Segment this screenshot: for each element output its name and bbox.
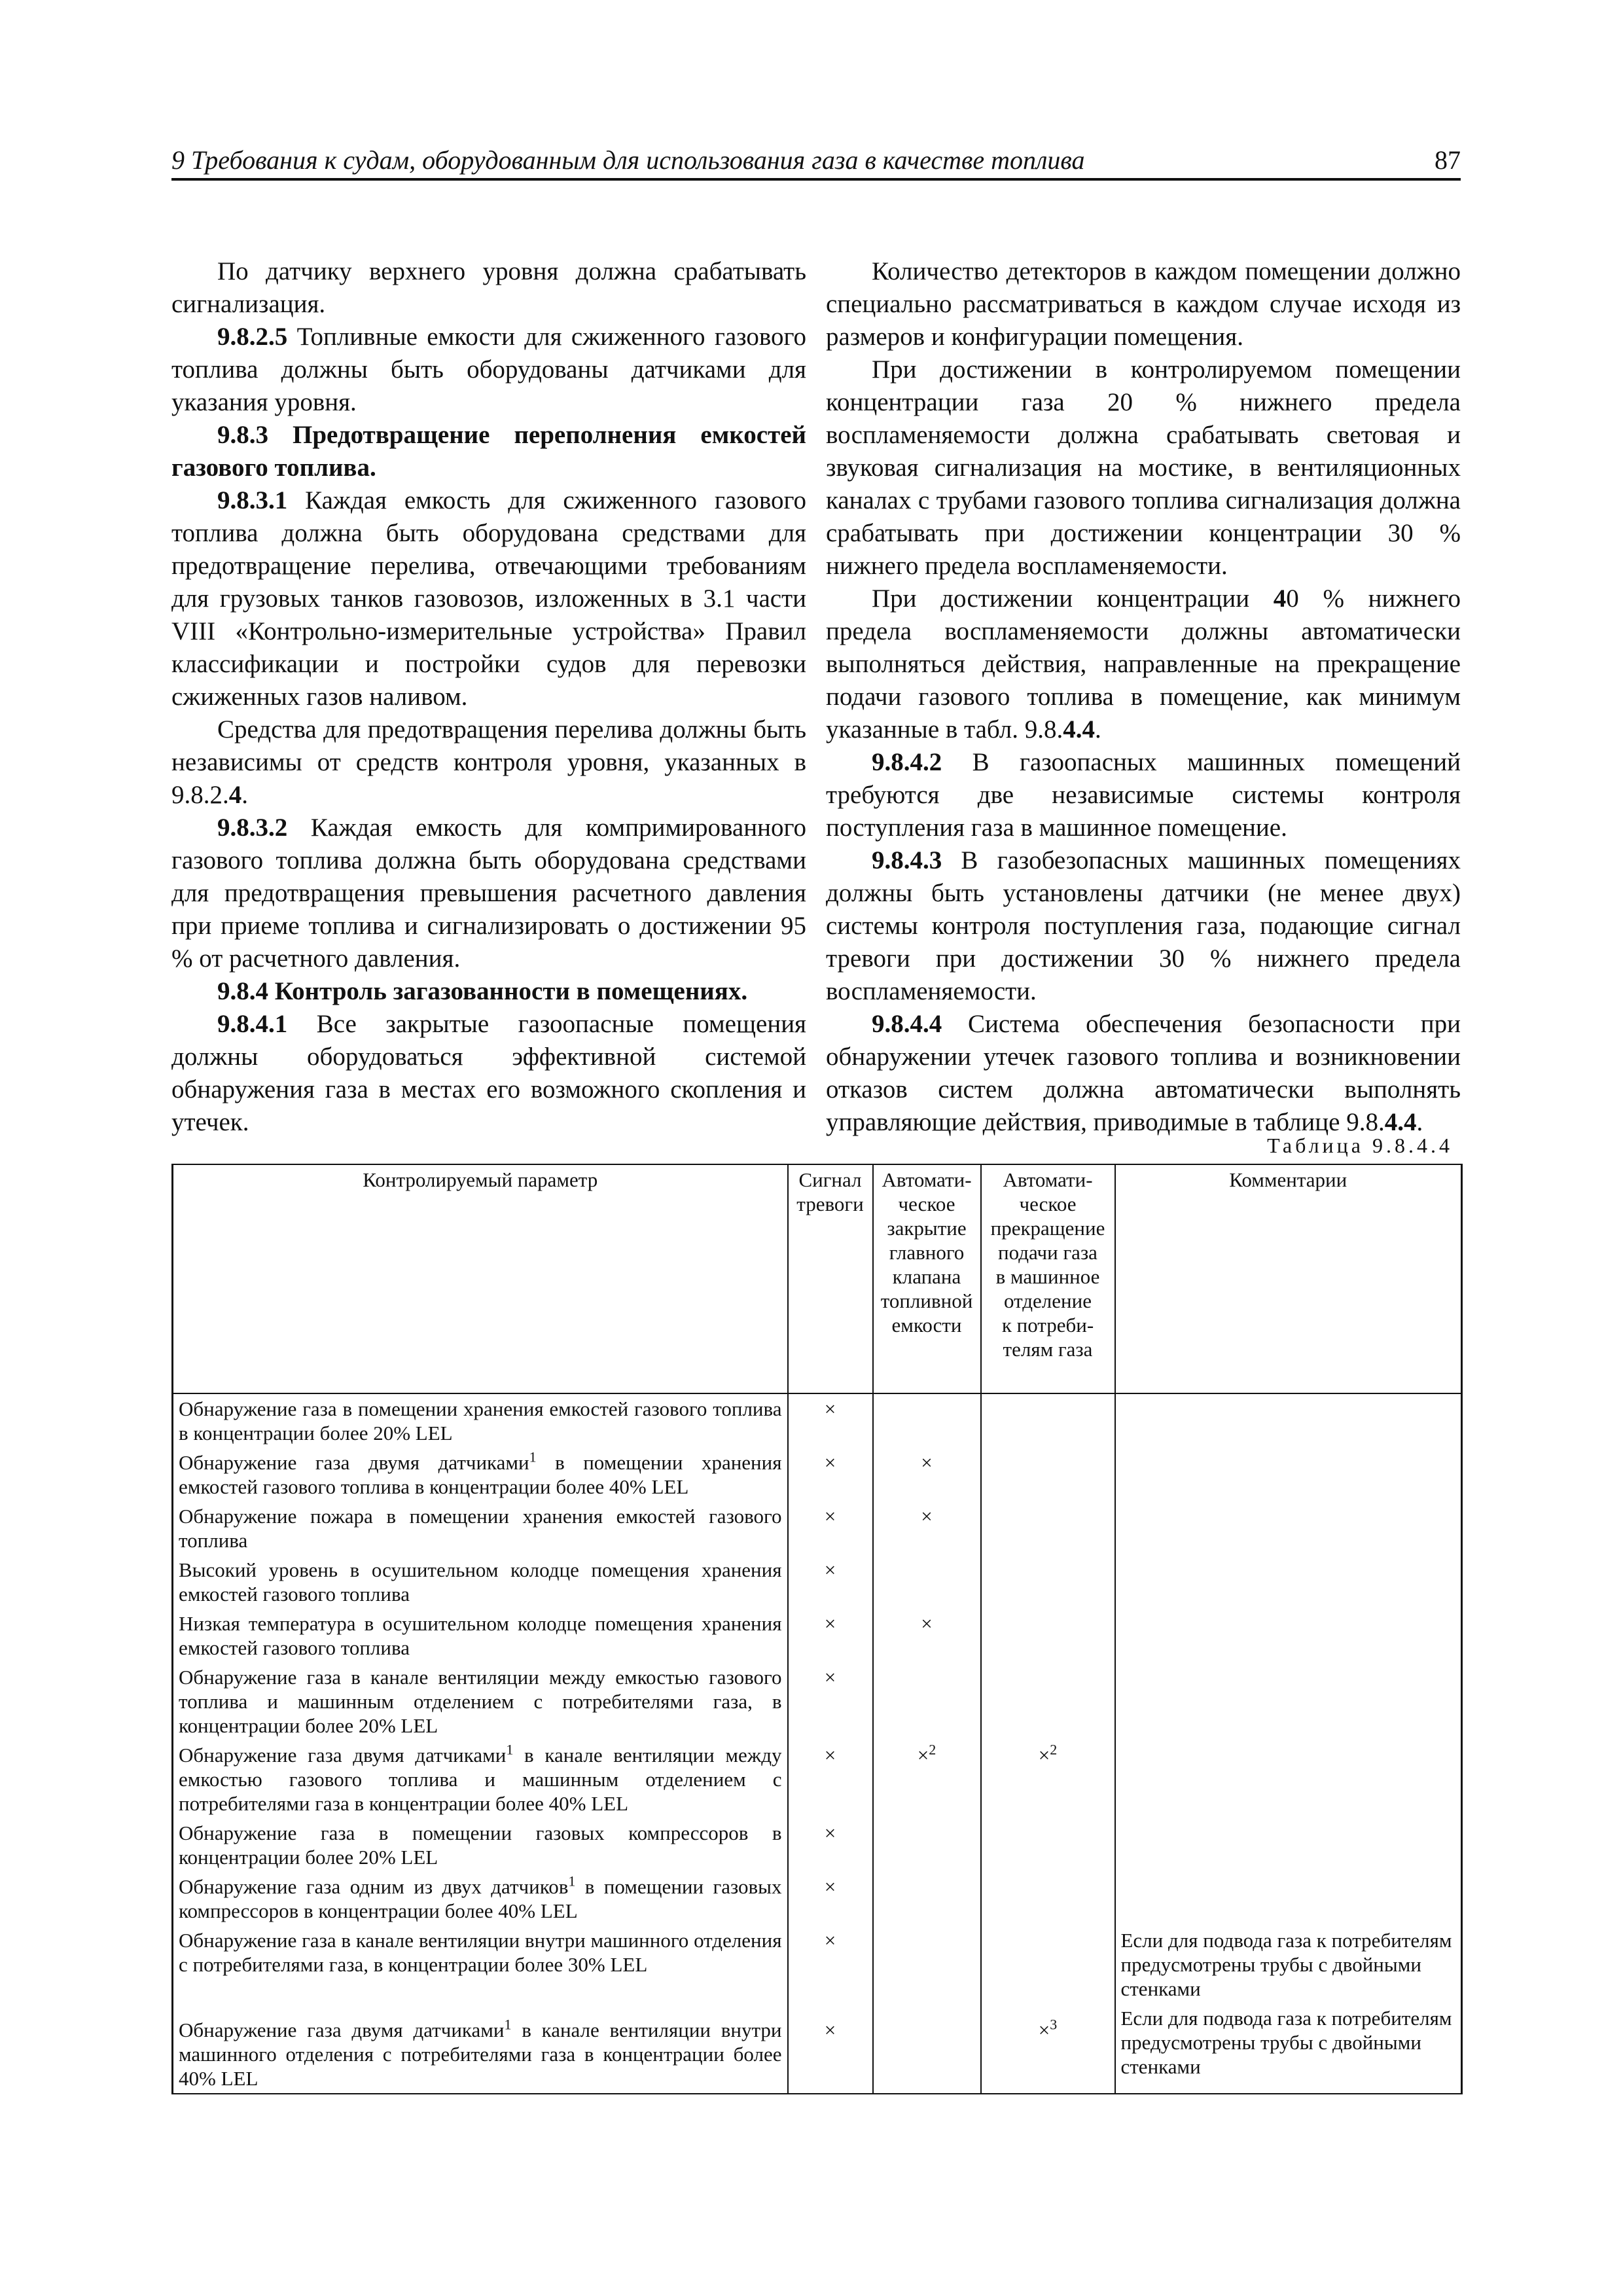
paragraph: По датчику верхнего уровня должна срабатывать сигнализация. bbox=[171, 257, 806, 318]
stop-mark-cell: ×$^3$ bbox=[981, 2003, 1115, 2094]
footnote-ref: 1 bbox=[568, 1873, 576, 1890]
header-gas-stop bbox=[981, 1164, 1115, 1393]
close-mark-cell bbox=[873, 1926, 981, 2003]
alarm-mark-cell: × bbox=[788, 1448, 873, 1501]
header-valve-close bbox=[873, 1164, 981, 1393]
close-mark-cell: × bbox=[873, 1501, 981, 1555]
stop-mark-cell bbox=[981, 1818, 1115, 1872]
alarm-mark-cell: × bbox=[788, 1501, 873, 1555]
paragraph: При достижении в контролируемом помещении концентрации газа 20 % нижнего предела воспламеняемости должна срабатывать световая и звуковая сигнализация на мостике, в вентиляционных каналах с трубами газового топлива сигнализация должна срабатывать при достижении концентрации 30 % нижнего предела воспламеняемости. bbox=[826, 355, 1461, 580]
footnote-ref: 2 bbox=[1050, 1741, 1058, 1758]
clause-number: 9.8.3.2 bbox=[217, 814, 288, 842]
header-line: телям газа bbox=[1003, 1338, 1093, 1361]
right-text-column bbox=[826, 255, 1461, 1139]
close-mark-cell bbox=[873, 1818, 981, 1872]
section-heading: 9.8.4 Контроль загазованности в помещениях. bbox=[217, 977, 748, 1005]
footnote-ref: 1 bbox=[504, 2016, 512, 2033]
alarm-mark-cell: × bbox=[788, 1609, 873, 1662]
stop-mark-cell bbox=[981, 1926, 1115, 2003]
paragraph: 9.8.3.2 Каждая емкость для компримированного газового топлива должна быть оборудована средствами для предотвращения превышения расчетного давления при приеме топлива и сигнализировать о достижении 95 % от расчетного давления. bbox=[171, 814, 806, 973]
table-row bbox=[173, 1740, 1462, 1818]
alarm-mark-cell: × bbox=[788, 1926, 873, 2003]
clause-number: 9.8.4.3 bbox=[872, 846, 942, 874]
clause-number: 9.8.3.1 bbox=[217, 486, 288, 514]
header-line: тревоги bbox=[796, 1193, 864, 1215]
table-row bbox=[173, 2003, 1462, 2094]
footnote-ref: 3 bbox=[1050, 2016, 1058, 2033]
parameter-cell: Обнаружение газа двумя датчиками$^1$ в канале вентиляции между емкостью газового топлива и машинным отделением с потребителями газа в концентрации более 40% LEL bbox=[173, 1740, 788, 1818]
left-text-column bbox=[171, 255, 806, 1139]
paragraph: 9.8.4.3 В газобезопасных машинных помещениях должны быть установлены датчики (не менее двух) системы контроля поступления газа, подающие сигнал тревоги при достижении 30 % нижнего предела воспламеняемости. bbox=[826, 846, 1461, 1005]
header-comments bbox=[1115, 1164, 1462, 1393]
gas-detection-table bbox=[171, 1164, 1463, 2094]
table-row bbox=[173, 1818, 1462, 1872]
parameter-cell: Обнаружение газа в канале вентиляции внутри машинного отделения с потребителями газа, в концентрации более 30% LEL bbox=[173, 1926, 788, 2003]
paragraph: 9.8.4.2 В газоопасных машинных помещений требуются две независимые системы контроля поступления газа в машинное помещение. bbox=[826, 748, 1461, 842]
header-line: Автомати- bbox=[882, 1168, 972, 1191]
table-header-row bbox=[173, 1164, 1462, 1393]
page-number: 87 bbox=[1435, 145, 1461, 175]
comment-cell bbox=[1115, 1609, 1462, 1662]
comment-cell: Если для подвода газа к потребителям предусмотрены трубы с двойными стенками bbox=[1115, 2003, 1462, 2094]
clause-number: 9.8.4.4 bbox=[872, 1010, 942, 1038]
comment-cell bbox=[1115, 1818, 1462, 1872]
header-line: отделение bbox=[1004, 1289, 1092, 1312]
header-line: Комментарии bbox=[1229, 1168, 1347, 1191]
paragraph: 9.8.4.1 Все закрытые газоопасные помещения должны оборудоваться эффективной системой обнаружения газа в местах его возможного скопления и утечек. bbox=[171, 1010, 806, 1136]
comment-cell bbox=[1115, 1501, 1462, 1555]
stop-mark-cell bbox=[981, 1662, 1115, 1740]
paragraph: 9.8.4.4 Система обеспечения безопасности при обнаружении утечек газового топлива и возникновении отказов систем должна автоматически выполнять управляющие действия, приводимые в таблице 9.8.4.4. bbox=[826, 1010, 1461, 1136]
parameter-cell: Обнаружение пожара в помещении хранения емкостей газового топлива bbox=[173, 1501, 788, 1555]
footnote-ref: 2 bbox=[929, 1741, 936, 1758]
comment-cell bbox=[1115, 1555, 1462, 1609]
stop-mark-cell bbox=[981, 1555, 1115, 1609]
table-caption: Таблица 9.8.4.4 bbox=[1267, 1134, 1453, 1157]
stop-mark-cell bbox=[981, 1448, 1115, 1501]
header-line: Контролируемый параметр bbox=[363, 1168, 598, 1191]
header-line: ческое bbox=[898, 1193, 955, 1215]
header-line: топливной bbox=[880, 1289, 973, 1312]
table-row bbox=[173, 1609, 1462, 1662]
table-row bbox=[173, 1393, 1462, 1448]
paragraph: 9.8.3.1 Каждая емкость для сжиженного газового топлива должна быть оборудована средствами для предотвращение перелива, отвечающими требованиям для грузовых танков газовозов, изложенных в 3.1 части VIII «Контрольно-измерительные устройства» Правил классификации и постройки судов для перевозки сжиженных газов наливом. bbox=[171, 486, 806, 711]
parameter-cell: Высокий уровень в осушительном колодце помещения хранения емкостей газового топлива bbox=[173, 1555, 788, 1609]
close-mark-cell: × bbox=[873, 1448, 981, 1501]
header-line: к потреби- bbox=[1001, 1314, 1094, 1336]
comment-cell: Если для подвода газа к потребителям предусмотрены трубы с двойными стенками bbox=[1115, 1926, 1462, 2003]
clause-number: 9.8.2.5 bbox=[217, 323, 288, 351]
alarm-mark-cell: × bbox=[788, 1872, 873, 1926]
alarm-mark-cell: × bbox=[788, 1555, 873, 1609]
stop-mark-cell bbox=[981, 1609, 1115, 1662]
paragraph: Количество детекторов в каждом помещении должно специально рассматриваться в каждом случае исходя из размеров и конфигурации помещения. bbox=[826, 257, 1461, 351]
parameter-cell: Низкая температура в осушительном колодце помещения хранения емкостей газового топлива bbox=[173, 1609, 788, 1662]
header-line: Автомати- bbox=[1003, 1168, 1093, 1191]
table-row bbox=[173, 1662, 1462, 1740]
close-mark-cell: × bbox=[873, 1609, 981, 1662]
comment-cell bbox=[1115, 1872, 1462, 1926]
table-body bbox=[173, 1393, 1462, 2094]
clause-number: 9.8.4.2 bbox=[872, 748, 942, 776]
stop-mark-cell bbox=[981, 1501, 1115, 1555]
alarm-mark-cell: × bbox=[788, 1740, 873, 1818]
header-line: Сигнал bbox=[798, 1168, 862, 1191]
paragraph: При достижении концентрации 40 % нижнего предела воспламеняемости должны автоматически выполняться действия, направленные на прекращение подачи газового топлива в помещение, как минимум указанные в табл. 9.8.4.4. bbox=[826, 584, 1461, 744]
header-parameter bbox=[173, 1164, 788, 1393]
paragraph: Средства для предотвращения перелива должны быть независимы от средств контроля уровня, указанных в 9.8.2.4. bbox=[171, 715, 806, 809]
close-mark-cell bbox=[873, 1393, 981, 1448]
header-alarm bbox=[788, 1164, 873, 1393]
page-header bbox=[171, 144, 1461, 181]
parameter-cell: Обнаружение газа в помещении хранения емкостей газового топлива в концентрации более 20% LEL bbox=[173, 1393, 788, 1448]
close-mark-cell bbox=[873, 1662, 981, 1740]
table-row bbox=[173, 1872, 1462, 1926]
parameter-cell: Обнаружение газа двумя датчиками$^1$ в помещении хранения емкостей газового топлива в концентрации более 40% LEL bbox=[173, 1448, 788, 1501]
section-heading: 9.8.3 Предотвращение переполнения емкостей газового топлива. bbox=[171, 421, 806, 482]
stop-mark-cell bbox=[981, 1872, 1115, 1926]
close-mark-cell: ×$^2$ bbox=[873, 1740, 981, 1818]
alarm-mark-cell: × bbox=[788, 1393, 873, 1448]
header-line: емкости bbox=[891, 1314, 962, 1336]
parameter-cell: Обнаружение газа одним из двух датчиков$^1$ в помещении газовых компрессоров в концентрации более 40% LEL bbox=[173, 1872, 788, 1926]
table-row bbox=[173, 1448, 1462, 1501]
stop-mark-cell: ×$^2$ bbox=[981, 1740, 1115, 1818]
alarm-mark-cell: × bbox=[788, 1662, 873, 1740]
close-mark-cell bbox=[873, 1872, 981, 1926]
header-line: подачи газа bbox=[998, 1241, 1097, 1264]
clause-number: 9.8.4.1 bbox=[217, 1010, 288, 1038]
table-row bbox=[173, 1501, 1462, 1555]
header-line: ческое bbox=[1019, 1193, 1077, 1215]
header-line: прекращение bbox=[990, 1217, 1105, 1240]
close-mark-cell bbox=[873, 1555, 981, 1609]
table-row bbox=[173, 1555, 1462, 1609]
header-line: клапана bbox=[892, 1265, 961, 1288]
running-title: 9 Требования к судам, оборудованным для использования газа в качестве топлива bbox=[171, 145, 1085, 175]
comment-cell bbox=[1115, 1740, 1462, 1818]
comment-cell bbox=[1115, 1448, 1462, 1501]
footnote-ref: 1 bbox=[506, 1741, 514, 1758]
stop-mark-cell bbox=[981, 1393, 1115, 1448]
alarm-mark-cell: × bbox=[788, 1818, 873, 1872]
header-line: главного bbox=[889, 1241, 965, 1264]
header-line: закрытие bbox=[887, 1217, 967, 1240]
table-row bbox=[173, 1926, 1462, 2003]
parameter-cell: Обнаружение газа двумя датчиками$^1$ в канале вентиляции внутри машинного отделения с потребителями газа в концентрации более 40% LEL bbox=[173, 2003, 788, 2094]
parameter-cell: Обнаружение газа в помещении газовых компрессоров в концентрации более 20% LEL bbox=[173, 1818, 788, 1872]
alarm-mark-cell: × bbox=[788, 2003, 873, 2094]
close-mark-cell bbox=[873, 2003, 981, 2094]
paragraph: 9.8.2.5 Топливные емкости для сжиженного газового топлива должны быть оборудованы датчиками для указания уровня. bbox=[171, 323, 806, 416]
footnote-ref: 1 bbox=[529, 1448, 537, 1465]
comment-cell bbox=[1115, 1662, 1462, 1740]
parameter-cell: Обнаружение газа в канале вентиляции между емкостью газового топлива и машинным отделением с потребителями газа, в концентрации более 20% LEL bbox=[173, 1662, 788, 1740]
header-line: в машинное bbox=[995, 1265, 1100, 1288]
comment-cell bbox=[1115, 1393, 1462, 1448]
